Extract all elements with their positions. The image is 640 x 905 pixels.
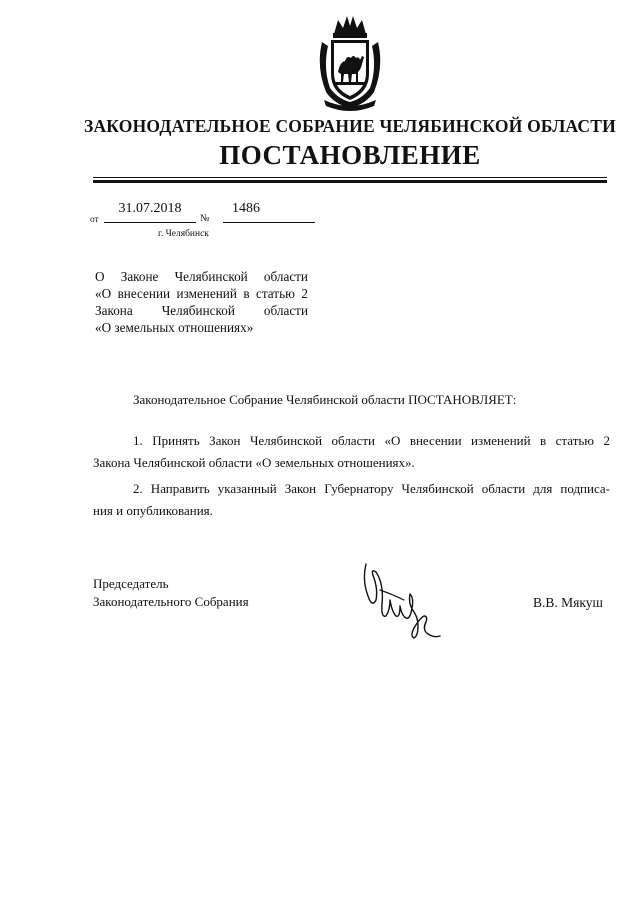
resolution-item — [93, 478, 610, 521]
item-line: ния и опубликования. — [93, 502, 213, 518]
item-line: 1. Принять Закон Челябинской области «О внесении изменений в статью 2 — [133, 433, 610, 448]
coat-of-arms-icon — [314, 12, 386, 112]
handwritten-signature — [352, 560, 452, 642]
city-label: г. Челябинск — [158, 229, 209, 239]
document-number: 1486 — [232, 201, 260, 216]
header-divider-thin — [93, 177, 607, 178]
subject-line: О Законе Челябинской области — [95, 269, 308, 284]
resolution-preamble: Законодательное Собрание Челябинской области ПОСТАНОВЛЯЕТ: — [133, 392, 517, 407]
signatory-title-line: Законодательного Собрания — [93, 594, 249, 609]
resolution-item — [93, 430, 610, 473]
subject-line: «О внесении изменений в статью 2 — [95, 286, 308, 301]
subject-line: «О земельных отношениях» — [95, 320, 254, 335]
signatory-title — [93, 575, 249, 611]
item-line: 2. Направить указанный Закон Губернатору Челябинской области для подписа- — [133, 481, 610, 496]
signatory-title-line: Председатель — [93, 576, 169, 591]
document-type-title: ПОСТАНОВЛЕНИЕ — [219, 140, 481, 170]
organization-name: ЗАКОНОДАТЕЛЬНОЕ СОБРАНИЕ ЧЕЛЯБИНСКОЙ ОБЛАСТИ — [84, 116, 616, 136]
subject-block — [95, 268, 308, 336]
document-date: 31.07.2018 — [118, 201, 182, 216]
signatory-name: В.В. Мякуш — [533, 595, 603, 610]
number-underline — [223, 222, 315, 223]
number-prefix: № — [200, 213, 210, 224]
header-divider-thick — [93, 180, 607, 183]
subject-line: Закона Челябинской области — [95, 303, 308, 318]
item-line: Закона Челябинской области «О земельных отношениях». — [93, 454, 415, 470]
date-prefix: от — [90, 215, 99, 225]
date-underline — [104, 222, 196, 223]
